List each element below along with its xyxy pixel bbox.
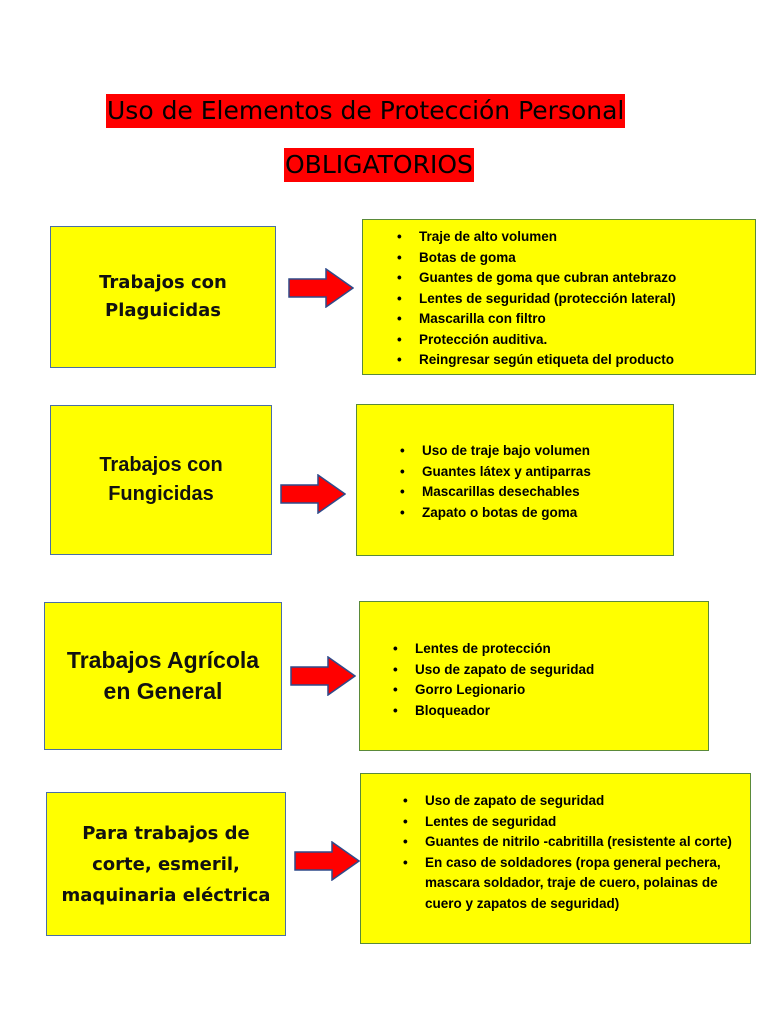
list-item: • Guantes de goma que cubran antebrazo (419, 268, 755, 289)
list-item: • Guantes de nitrilo -cabritilla (resistente al corte) (425, 832, 736, 853)
list-item: • Bloqueador (415, 701, 708, 722)
section-label-box (50, 405, 272, 555)
item-list (425, 791, 736, 914)
list-item: • Lentes de seguridad (425, 812, 736, 833)
arrow-right-icon (294, 841, 360, 881)
section-label-box (44, 602, 282, 750)
list-item: • Lentes de protección (415, 639, 708, 660)
list-item: • Reingresar según etiqueta del producto (419, 350, 755, 371)
section-label: Trabajos con Plaguicidas (99, 272, 227, 321)
list-item: • Guantes látex y antiparras (422, 462, 673, 483)
section-label: Para trabajos de corte, esmeril, maquinaria eléctrica (61, 822, 271, 906)
item-list (415, 639, 708, 721)
page-title: Uso de Elementos de Protección Personal (106, 94, 625, 128)
list-item: • Mascarillas desechables (422, 482, 673, 503)
section-items-box (356, 404, 674, 556)
list-item: • Zapato o botas de goma (422, 503, 673, 524)
list-item: • Uso de zapato de seguridad (425, 791, 736, 812)
section-label: Trabajos Agrícola en General (66, 647, 260, 704)
section-label-box (46, 792, 286, 936)
arrow-right-icon (290, 656, 356, 696)
section-items-box (360, 773, 751, 944)
list-item: • Uso de zapato de seguridad (415, 660, 708, 681)
list-item: • Traje de alto volumen (419, 227, 755, 248)
item-list (422, 441, 673, 523)
list-item: • Mascarilla con filtro (419, 309, 755, 330)
section-label-box (50, 226, 276, 368)
list-item: • En caso de soldadores (ropa general pechera, mascara soldador, traje de cuero, polainas de cuero y zapatos de seguridad) (425, 853, 736, 915)
list-item: • Protección auditiva. (419, 330, 755, 351)
page-subtitle: OBLIGATORIOS (284, 148, 474, 182)
list-item: • Uso de traje bajo volumen (422, 441, 673, 462)
arrow-right-icon (280, 474, 346, 514)
section-items-box (362, 219, 756, 375)
section-label: Trabajos con Fungicidas (99, 454, 223, 505)
section-items-box (359, 601, 709, 751)
list-item: • Gorro Legionario (415, 680, 708, 701)
list-item: • Botas de goma (419, 248, 755, 269)
item-list (419, 227, 755, 371)
list-item: • Lentes de seguridad (protección lateral) (419, 289, 755, 310)
arrow-right-icon (288, 268, 354, 308)
